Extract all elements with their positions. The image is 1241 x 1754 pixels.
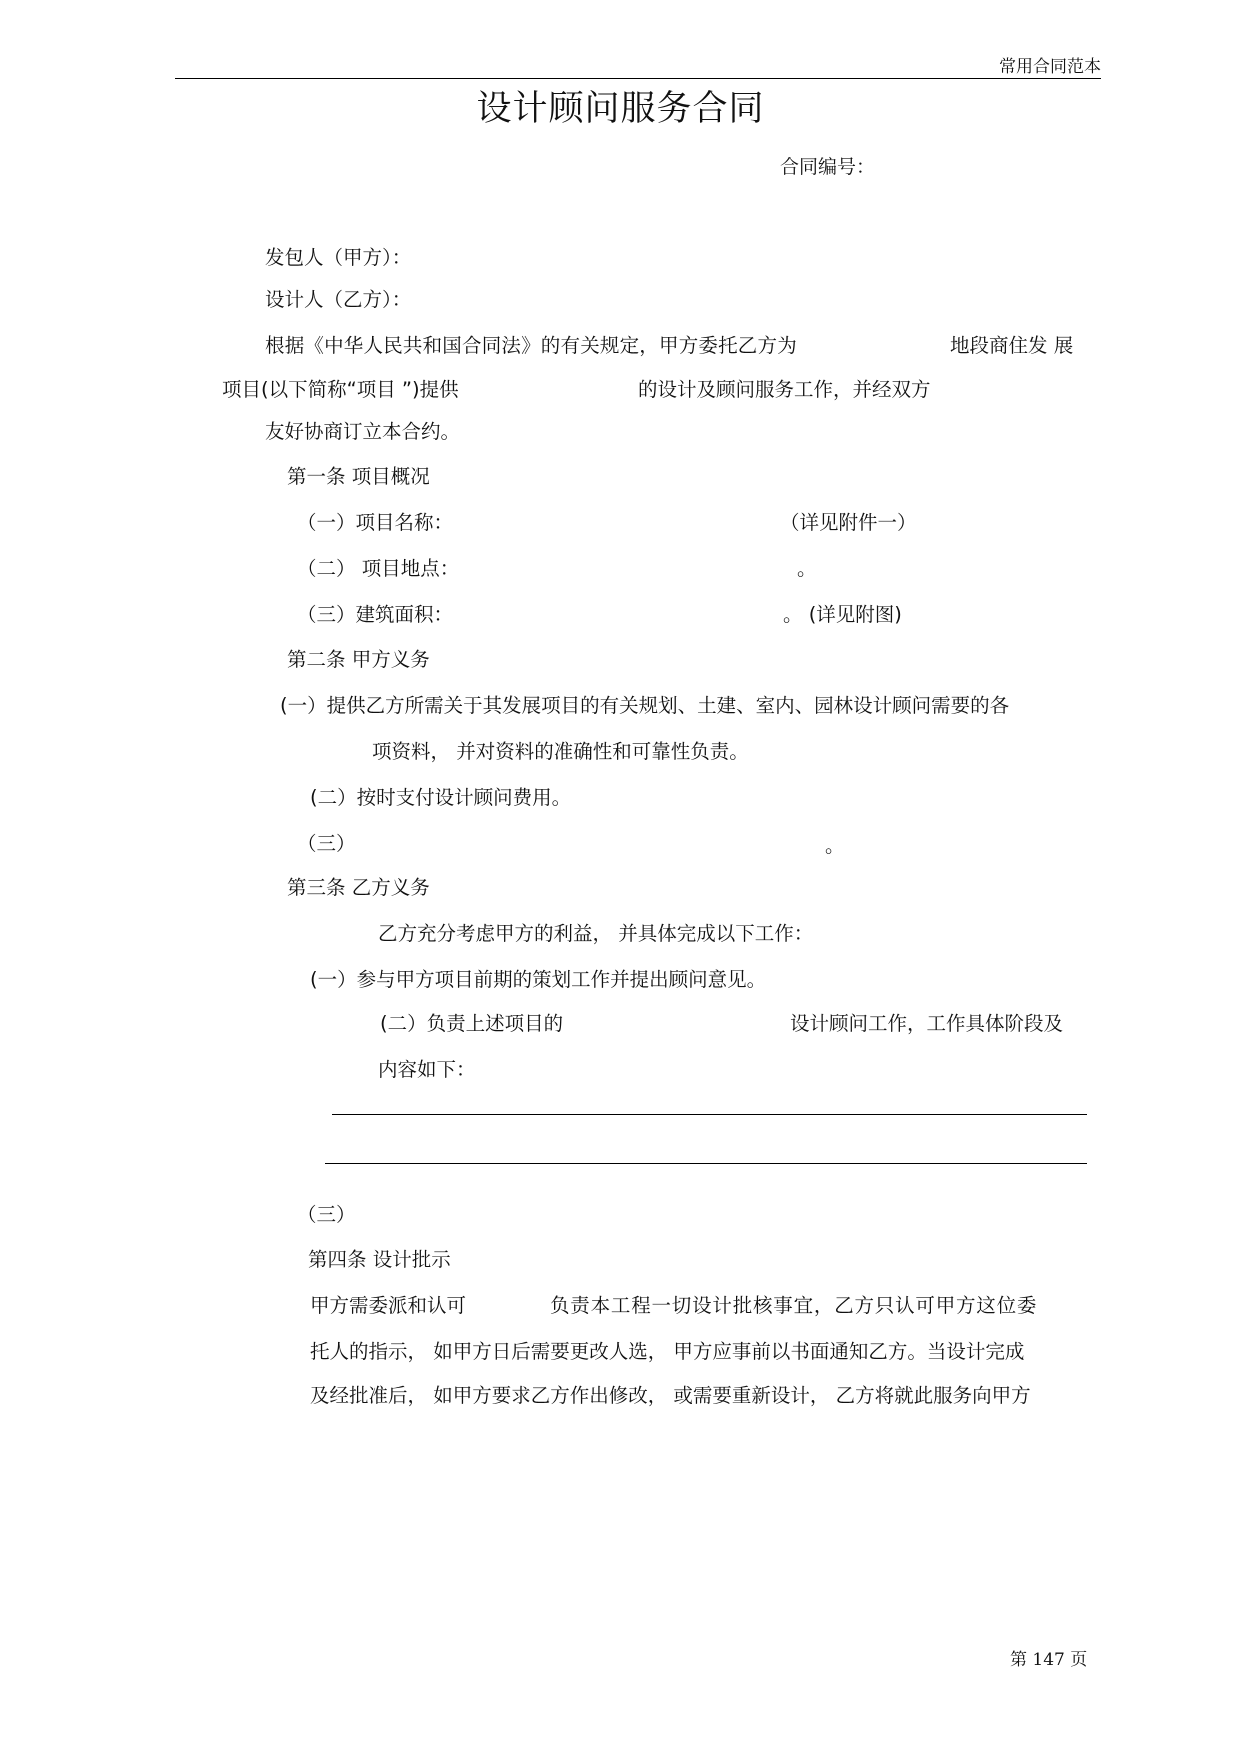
fill-in-line	[332, 1114, 1087, 1115]
preamble-line1-b: 地段商住发 展	[950, 334, 1074, 357]
article-1-item-1-tail: （详见附件一）	[780, 511, 917, 534]
fill-in-line	[325, 1163, 1087, 1164]
client-party-label: 发包人（甲方）：	[265, 246, 412, 269]
article-3-intro: 乙方充分考虑甲方的利益， 并具体完成以下工作：	[378, 922, 814, 945]
preamble-line3: 友好协商订立本合约。	[265, 420, 461, 443]
designer-party-label: 设计人（乙方）：	[265, 288, 412, 311]
preamble-line2-b: 的设计及顾问服务工作，并经双方	[638, 378, 931, 401]
article-4-heading: 第四条 设计批示	[308, 1248, 451, 1271]
article-2-item-1-line2: 项资料， 并对资料的准确性和可靠性负责。	[372, 740, 749, 763]
preamble-line2-a: 项目(以下简称“项目 ”)提供	[222, 378, 459, 401]
article-1-heading: 第一条 项目概况	[287, 465, 430, 488]
article-3-item-2-a: (二）负责上述项目的	[380, 1012, 564, 1035]
article-4-line2: 托人的指示， 如甲方日后需要更改人选， 甲方应事前以书面通知乙方。当设计完成	[310, 1340, 1025, 1363]
article-2-item-1-line1: (一）提供乙方所需关于其发展项目的有关规划、土建、室内、园林设计顾问需要的各	[280, 694, 1010, 717]
page-number: 第 147 页	[1010, 1650, 1088, 1670]
article-2-item-2: (二）按时支付设计顾问费用。	[310, 786, 572, 809]
article-3-item-2-b: 设计顾问工作，工作具体阶段及	[790, 1012, 1064, 1035]
article-3-item-2-line2: 内容如下：	[378, 1058, 476, 1081]
contract-number-label: 合同编号：	[780, 156, 876, 178]
preamble-line1-a: 根据《中华人民共和国合同法》的有关规定，甲方委托乙方为	[265, 334, 797, 357]
article-4-line3: 及经批准后， 如甲方要求乙方作出修改， 或需要重新设计， 乙方将就此服务向甲方	[310, 1384, 1031, 1407]
article-2-heading: 第二条 甲方义务	[287, 648, 430, 671]
article-3-heading: 第三条 乙方义务	[287, 876, 430, 899]
article-3-item-3-label: （三）	[297, 1203, 356, 1226]
article-4-line1-b: 负责本工程一切设计批核事宜，乙方只认可甲方这位委	[550, 1294, 1038, 1317]
document-title: 设计顾问服务合同	[476, 89, 765, 129]
article-1-item-2-tail: 。	[797, 557, 817, 580]
article-3-item-1: (一）参与甲方项目前期的策划工作并提出顾问意见。	[310, 968, 767, 991]
article-1-item-2-label: （二） 项目地点：	[297, 557, 460, 580]
article-1-item-1-label: （一）项目名称：	[297, 511, 454, 534]
header-label: 常用合同范本	[999, 57, 1101, 77]
article-2-item-3-label: （三）	[297, 832, 356, 855]
article-4-line1-a: 甲方需委派和认可	[310, 1294, 467, 1317]
article-1-item-3-tail: 。 (详见附图)	[783, 603, 902, 626]
article-1-item-3-label: （三）建筑面积：	[297, 603, 454, 626]
article-2-item-3-tail: 。	[825, 834, 845, 857]
header-divider	[175, 78, 1101, 79]
